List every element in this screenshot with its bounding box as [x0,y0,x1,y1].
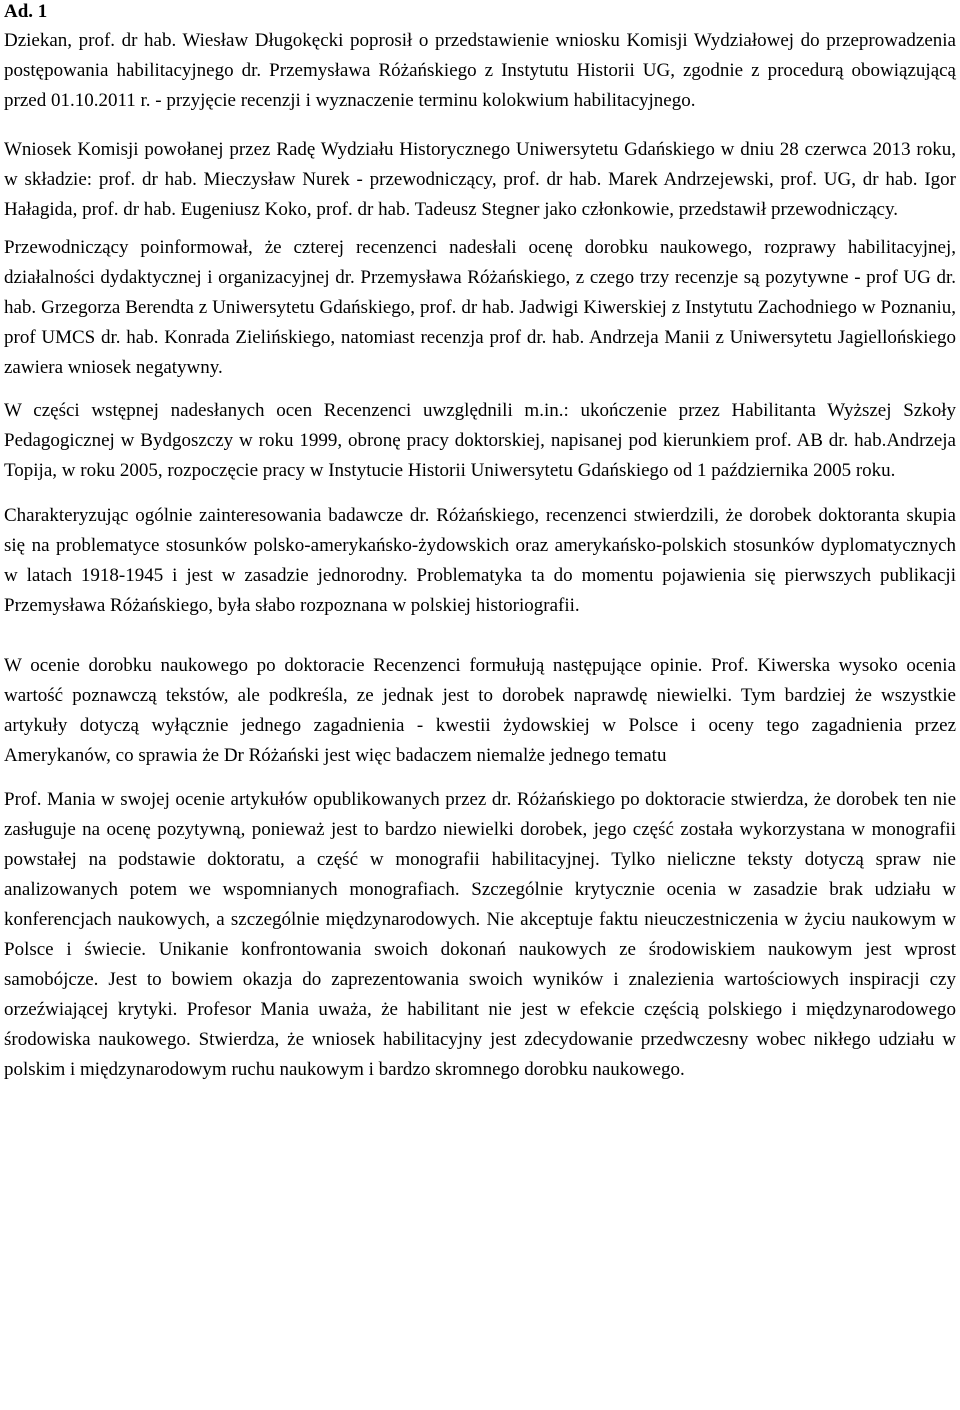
paragraph-introduction: W części wstępnej nadesłanych ocen Recenzenci uwzględnili m.in.: ukończenie przez Habilitanta Wyższej Szkoły Pedagogicznej w Bydgoszczy w roku 1999, obronę pracy doktorskiej, napisanej pod kierunkiem prof. AB dr. hab.Andrzeja Topija, w roku 2005, rozpoczęcie pracy w Instytucie Historii Uniwersytetu Gdańskiego od 1 października 2005 roku. [4,400,956,481]
paragraph-committee: Wniosek Komisji powołanej przez Radę Wydziału Historycznego Uniwersytetu Gdańskiego w dniu 28 czerwca 2013 roku, w składzie: prof. dr hab. Mieczysław Nurek - przewodniczący, prof. dr hab. Marek Andrzejewski, prof. UG, dr hab. Igor Hałagida, prof. dr hab. Eugeniusz Koko, prof. dr hab. Tadeusz Stegner jako członkowie, przedstawił przewodniczący. [4,139,956,220]
paragraph-mania-opinion: Prof. Mania w swojej ocenie artykułów opublikowanych przez dr. Różańskiego po doktoracie stwierdza, że dorobek ten nie zasługuje na ocenę pozytywną, ponieważ jest to bardzo niewielki dorobek, jego część została wykorzystana w monografii powstałej na podstawie doktoratu, a część w monografii habilitacyjnej. Tylko nieliczne teksty dotyczą spraw nie analizowanych potem we wspomnianych monografiach. Szczególnie krytycznie ocenia w zasadzie brak udziału w konferencjach naukowych, a szczególnie międzynarodowych. Nie akceptuje faktu nieuczestniczenia w życiu naukowym w Polsce i świecie. Unikanie konfrontowania swoich dokonań naukowych ze środowiskiem naukowym jest wprost samobójcze. Jest to bowiem okazja do zaprezentowania swoich wyników i znalezienia wartościowych inspiracji czy orzeźwiającej krytyki. Profesor Mania uważa, że habilitant nie jest w efekcie częścią polskiego i międzynarodowego środowiska naukowego. Stwierdza, że wniosek habilitacyjny jest zdecydowanie przedwczesny wobec nikłego udziału w polskim i międzynarodowym ruchu naukowym i bardzo skromnego dorobku naukowego. [4,789,956,1080]
paragraph-dean-request: Dziekan, prof. dr hab. Wiesław Długokęcki poprosił o przedstawienie wniosku Komisji Wydziałowej do przeprowadzenia postępowania habilitacyjnego dr. Przemysława Różańskiego z Instytutu Historii UG, zgodnie z procedurą obowiązującą przed 01.10.2011 r. - przyjęcie recenzji i wyznaczenie terminu kolokwium habilitacyjnego. [4,30,956,111]
paragraph-reviews-summary: Przewodniczący poinformował, że czterej recenzenci nadesłali ocenę dorobku naukowego, rozprawy habilitacyjnej, działalności dydaktycznej i organizacyjnej dr. Przemysława Różańskiego, z czego trzy recenzje są pozytywne - prof UG dr. hab. Grzegorza Berendta z Uniwersytetu Gdańskiego, prof. dr hab. Jadwigi Kiwerskiej z Instytutu Zachodniego w Poznaniu, prof UMCS dr. hab. Konrada Zielińskiego, natomiast recenzja prof dr. hab. Andrzeja Manii z Uniwersytetu Jagiellońskiego zawiera wniosek negatywny. [4,237,956,378]
paragraph-kiwerska-opinion: W ocenie dorobku naukowego po doktoracie Recenzenci formułują następujące opinie. Prof. Kiwerska wysoko ocenia wartość poznawczą tekstów, ale podkreśla, ze jednak jest to dorobek naprawdę niewielki. Tym bardziej że wszystkie artykuły dotyczą wyłącznie jednego zagadnienia - kwestii żydowskiej w Polsce i oceny tego zagadnienia przez Amerykanów, co sprawia że Dr Różański jest więc badaczem niemalże jednego tematu [4,655,956,766]
paragraph-research-interests: Charakteryzując ogólnie zainteresowania badawcze dr. Różańskiego, recenzenci stwierdzili, że dorobek doktoranta skupia się na problematyce stosunków polsko-amerykańsko-żydowskich oraz amerykańsko-polskich stosunków dyplomatycznych w latach 1918-1945 i jest w zasadzie jednorodny. Problematyka ta do momentu pojawienia się pierwszych publikacji Przemysława Różańskiego, była słabo rozpoznana w polskiej historiografii. [4,505,956,616]
document-page [4,0,956,1085]
section-heading: Ad. 1 [4,1,48,22]
